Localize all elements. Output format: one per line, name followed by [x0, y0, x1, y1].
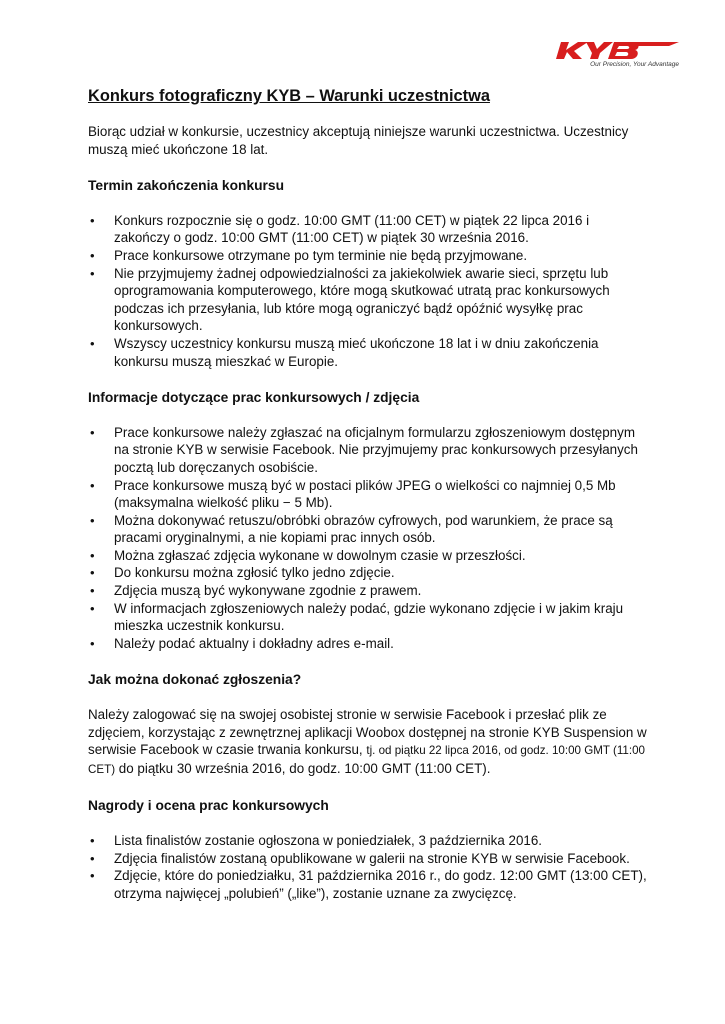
list-item: • Prace konkursowe należy zgłaszać na oficjalnym formularzu zgłoszeniowym dostępnym na stronie KYB w serwisie Facebook. Nie przyjmujemy prac konkursowych przesyłanych pocztą lub doręczanych osobiście.: [88, 424, 648, 477]
list-item: • Do konkursu można zgłosić tylko jedno zdjęcie.: [88, 564, 648, 582]
intro-paragraph: Biorąc udział w konkursie, uczestnicy akceptują niniejsze warunki uczestnictwa. Uczestnicy muszą mieć ukończone 18 lat.: [88, 124, 629, 157]
list-item: • Nie przyjmujemy żadnej odpowiedzialności za jakiekolwiek awarie sieci, sprzętu lub oprogramowania komputerowego, które mogą skutkować utratą prac konkursowych podczas ich przesyłania, lub które mogą ograniczyć bądź opóźnić wysyłkę prac konkursowych.: [88, 265, 648, 335]
document-body: [88, 86, 648, 921]
list-item: • Można zgłaszać zdjęcia wykonane w dowolnym czasie w przeszłości.: [88, 547, 648, 565]
section-heading-deadline: Termin zakończenia konkursu: [88, 178, 285, 194]
section-heading-prizes: Nagrody i ocena prac konkursowych: [88, 798, 329, 814]
list-item: • W informacjach zgłoszeniowych należy podać, gdzie wykonano zdjęcie i w jakim kraju mieszka uczestnik konkursu.: [88, 600, 648, 635]
kyb-logo: [547, 40, 679, 74]
how-to-enter-text-b: do piątku 30 września 2016, do godz. 10:00 GMT (11:00 CET).: [115, 760, 491, 776]
entries-list: [88, 424, 648, 653]
how-to-enter-text-a: Należy zalogować się na swojej osobistej stronie w serwisie Facebook i przesłać plik ze zdjęciem, korzystając z zewnętrznej aplikacji Woobox dostępnej na stronie KYB Suspension w serwisie Facebook w czasie trwania konkursu,: [88, 707, 647, 758]
logo-tagline: Our Precision, Your Advantage: [590, 61, 679, 68]
section-heading-how-to-enter: Jak można dokonać zgłoszenia?: [88, 672, 302, 688]
prizes-list: [88, 832, 648, 902]
list-item: • Zdjęcie, które do poniedziałku, 31 października 2016 r., do godz. 12:00 GMT (13:00 CET), otrzyma najwięcej „polubień” („like”), zostanie uznane za zwycięzcę.: [88, 867, 648, 902]
list-item: • Konkurs rozpocznie się o godz. 10:00 GMT (11:00 CET) w piątek 22 lipca 2016 i zakończy o godz. 10:00 GMT (11:00 CET) w piątek 30 września 2016.: [88, 212, 648, 247]
how-to-enter-paragraph: [88, 706, 648, 778]
section-heading-entries: Informacje dotyczące prac konkursowych / zdjęcia: [88, 390, 420, 406]
list-item: • Prace konkursowe otrzymane po tym terminie nie będą przyjmowane.: [88, 247, 648, 265]
list-item: • Zdjęcia muszą być wykonywane zgodnie z prawem.: [88, 582, 648, 600]
page-title: Konkurs fotograficzny KYB – Warunki uczestnictwa: [88, 87, 490, 105]
list-item: • Lista finalistów zostanie ogłoszona w poniedziałek, 3 października 2016.: [88, 832, 648, 850]
list-item: • Wszyscy uczestnicy konkursu muszą mieć ukończone 18 lat i w dniu zakończenia konkursu muszą mieszkać w Europie.: [88, 335, 648, 370]
list-item: • Można dokonywać retuszu/obróbki obrazów cyfrowych, pod warunkiem, że prace są pracami oryginalnymi, a nie kopiami prac innych osób.: [88, 512, 648, 547]
deadline-list: [88, 212, 648, 370]
list-item: • Prace konkursowe muszą być w postaci plików JPEG o wielkości co najmniej 0,5 Mb (maksymalna wielkość pliku − 5 Mb).: [88, 477, 648, 512]
list-item: • Zdjęcia finalistów zostaną opublikowane w galerii na stronie KYB w serwisie Facebook.: [88, 850, 648, 868]
how-to-enter-text-small: tj. od piątku 22 lipca 2016, od godz. 10:00 GMT (11:00 CET): [88, 744, 645, 776]
kyb-logo-mark: [547, 40, 679, 60]
list-item: • Należy podać aktualny i dokładny adres e-mail.: [88, 635, 648, 653]
